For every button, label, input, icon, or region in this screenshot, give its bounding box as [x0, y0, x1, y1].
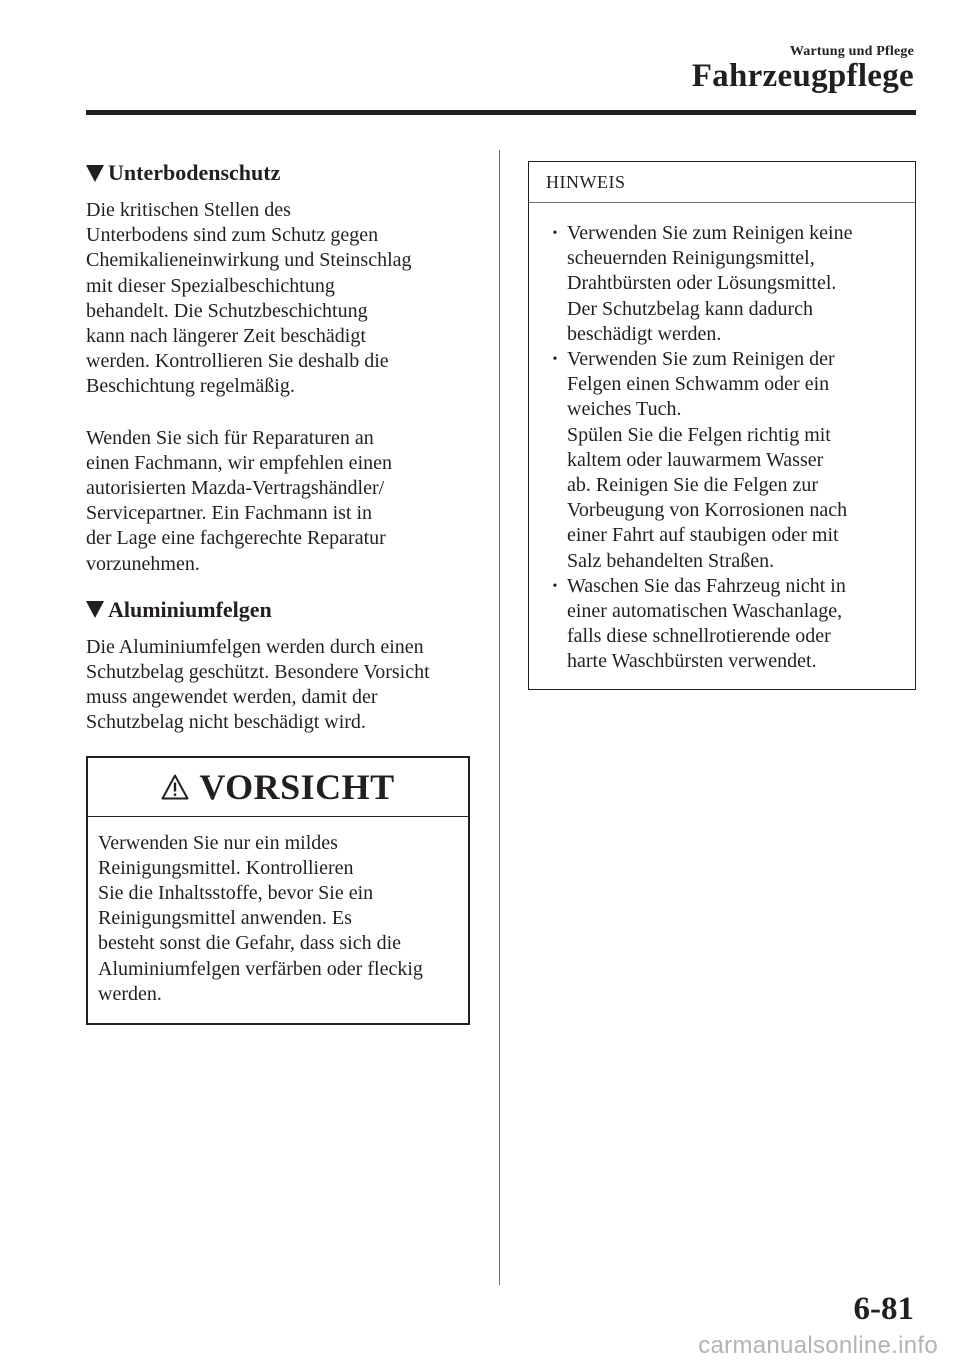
caution-body [88, 817, 468, 1023]
text-line: Chemikalieneinwirkung und Steinschlag [86, 249, 412, 272]
text-line: Felgen einen Schwamm oder ein [567, 373, 830, 396]
note-item [543, 221, 901, 347]
text-line: Verwenden Sie nur ein mildes [98, 831, 338, 854]
text-line: einer automatischen Waschanlage, [567, 600, 843, 623]
heading-text: Aluminiumfelgen [108, 596, 272, 622]
section-title: Fahrzeugpflege [691, 58, 914, 94]
text-line: Schutzbelag geschützt. Besondere Vorsicht [86, 661, 430, 684]
text-line: Die Aluminiumfelgen werden durch einen [86, 635, 424, 658]
bullet-icon: • [552, 352, 558, 368]
note-item [543, 574, 901, 675]
text-line: einen Fachmann, wir empfehlen einen [86, 451, 392, 474]
text-line: Verwenden Sie zum Reinigen der [567, 348, 835, 371]
text-line: behandelt. Die Schutzbeschichtung [86, 299, 368, 322]
text-line: beschädigt werden. [567, 322, 722, 345]
note-item-text [567, 221, 852, 347]
text-line: Reinigungsmittel anwenden. Es [98, 907, 352, 930]
text-line: werden. Kontrollieren Sie deshalb die [86, 350, 389, 373]
text-line: Verwenden Sie zum Reinigen keine [567, 222, 853, 244]
left-column [86, 158, 472, 1025]
text-line: Die kritischen Stellen des [86, 199, 291, 221]
text-line: Aluminiumfelgen verfärben oder fleckig [98, 957, 423, 980]
text-line: Schutzbelag nicht beschädigt wird. [86, 711, 366, 734]
text-line: werden. [98, 982, 162, 1005]
note-item-text [567, 347, 847, 574]
column-divider [499, 150, 500, 1285]
note-box [528, 161, 916, 690]
text-line: Salz behandelten Straßen. [567, 549, 775, 572]
bullet-icon: • [552, 226, 558, 241]
text-line: Reinigungsmittel. Kontrollieren [98, 856, 354, 879]
triangle-down-icon [86, 601, 104, 618]
text-line: muss angewendet werden, damit der [86, 686, 378, 709]
note-item-text [567, 574, 846, 675]
paragraph-unterboden-2 [86, 426, 472, 577]
note-body [529, 203, 915, 689]
text-line: einer Fahrt auf staubigen oder mit [567, 524, 839, 547]
triangle-down-icon [86, 165, 104, 182]
page-number: 6-81 [853, 1291, 914, 1327]
text-line: besteht sonst die Gefahr, dass sich die [98, 932, 402, 955]
heading-aluminiumfelgen [86, 595, 472, 625]
paragraph-unterboden-1 [86, 198, 472, 400]
heading-text: Unterbodenschutz [108, 160, 281, 185]
caution-header [88, 758, 468, 817]
text-line: Der Schutzbelag kann dadurch [567, 297, 814, 320]
text-line: ab. Reinigen Sie die Felgen zur [567, 474, 819, 497]
text-line: der Lage eine fachgerechte Reparatur [86, 527, 386, 550]
text-line: mit dieser Spezialbeschichtung [86, 274, 335, 297]
text-line: Beschichtung regelmäßig. [86, 375, 295, 398]
text-line: Servicepartner. Ein Fachmann ist in [86, 502, 373, 525]
header-rule [86, 110, 916, 115]
paragraph-felgen [86, 635, 472, 736]
text-line: kann nach längerer Zeit beschädigt [86, 325, 366, 348]
text-line: falls diese schnellrotierende oder [567, 625, 831, 648]
caution-box [86, 756, 470, 1025]
text-line: Unterbodens sind zum Schutz gegen [86, 224, 379, 247]
text-line: harte Waschbürsten verwendet. [567, 650, 817, 673]
text-line: Vorbeugung von Korrosionen nach [567, 499, 848, 522]
text-line: vorzunehmen. [86, 552, 200, 575]
text-line: Spülen Sie die Felgen richtig mit [567, 423, 831, 446]
text-line: Drahtbürsten oder Lösungsmittel. [567, 272, 837, 295]
note-item [543, 347, 901, 574]
heading-unterbodenschutz [86, 158, 472, 188]
text-line: scheuernden Reinigungsmittel, [567, 247, 815, 270]
note-title: HINWEIS [529, 162, 915, 203]
warning-triangle-icon [161, 774, 189, 800]
text-line: Sie die Inhaltsstoffe, bevor Sie ein [98, 882, 374, 905]
text-line: weiches Tuch. [567, 398, 682, 421]
text-line: Wenden Sie sich für Reparaturen an [86, 426, 374, 449]
right-column [528, 161, 916, 690]
watermark: carmanualsonline.info [698, 1332, 938, 1359]
text-line: kaltem oder lauwarmem Wasser [567, 448, 824, 471]
text-line: autorisierten Mazda-Vertragshändler/ [86, 477, 385, 500]
caution-title: VORSICHT [199, 766, 395, 807]
bullet-icon: • [552, 578, 558, 594]
text-line: Waschen Sie das Fahrzeug nicht in [567, 574, 846, 597]
chapter-title: Wartung und Pflege [789, 44, 914, 59]
